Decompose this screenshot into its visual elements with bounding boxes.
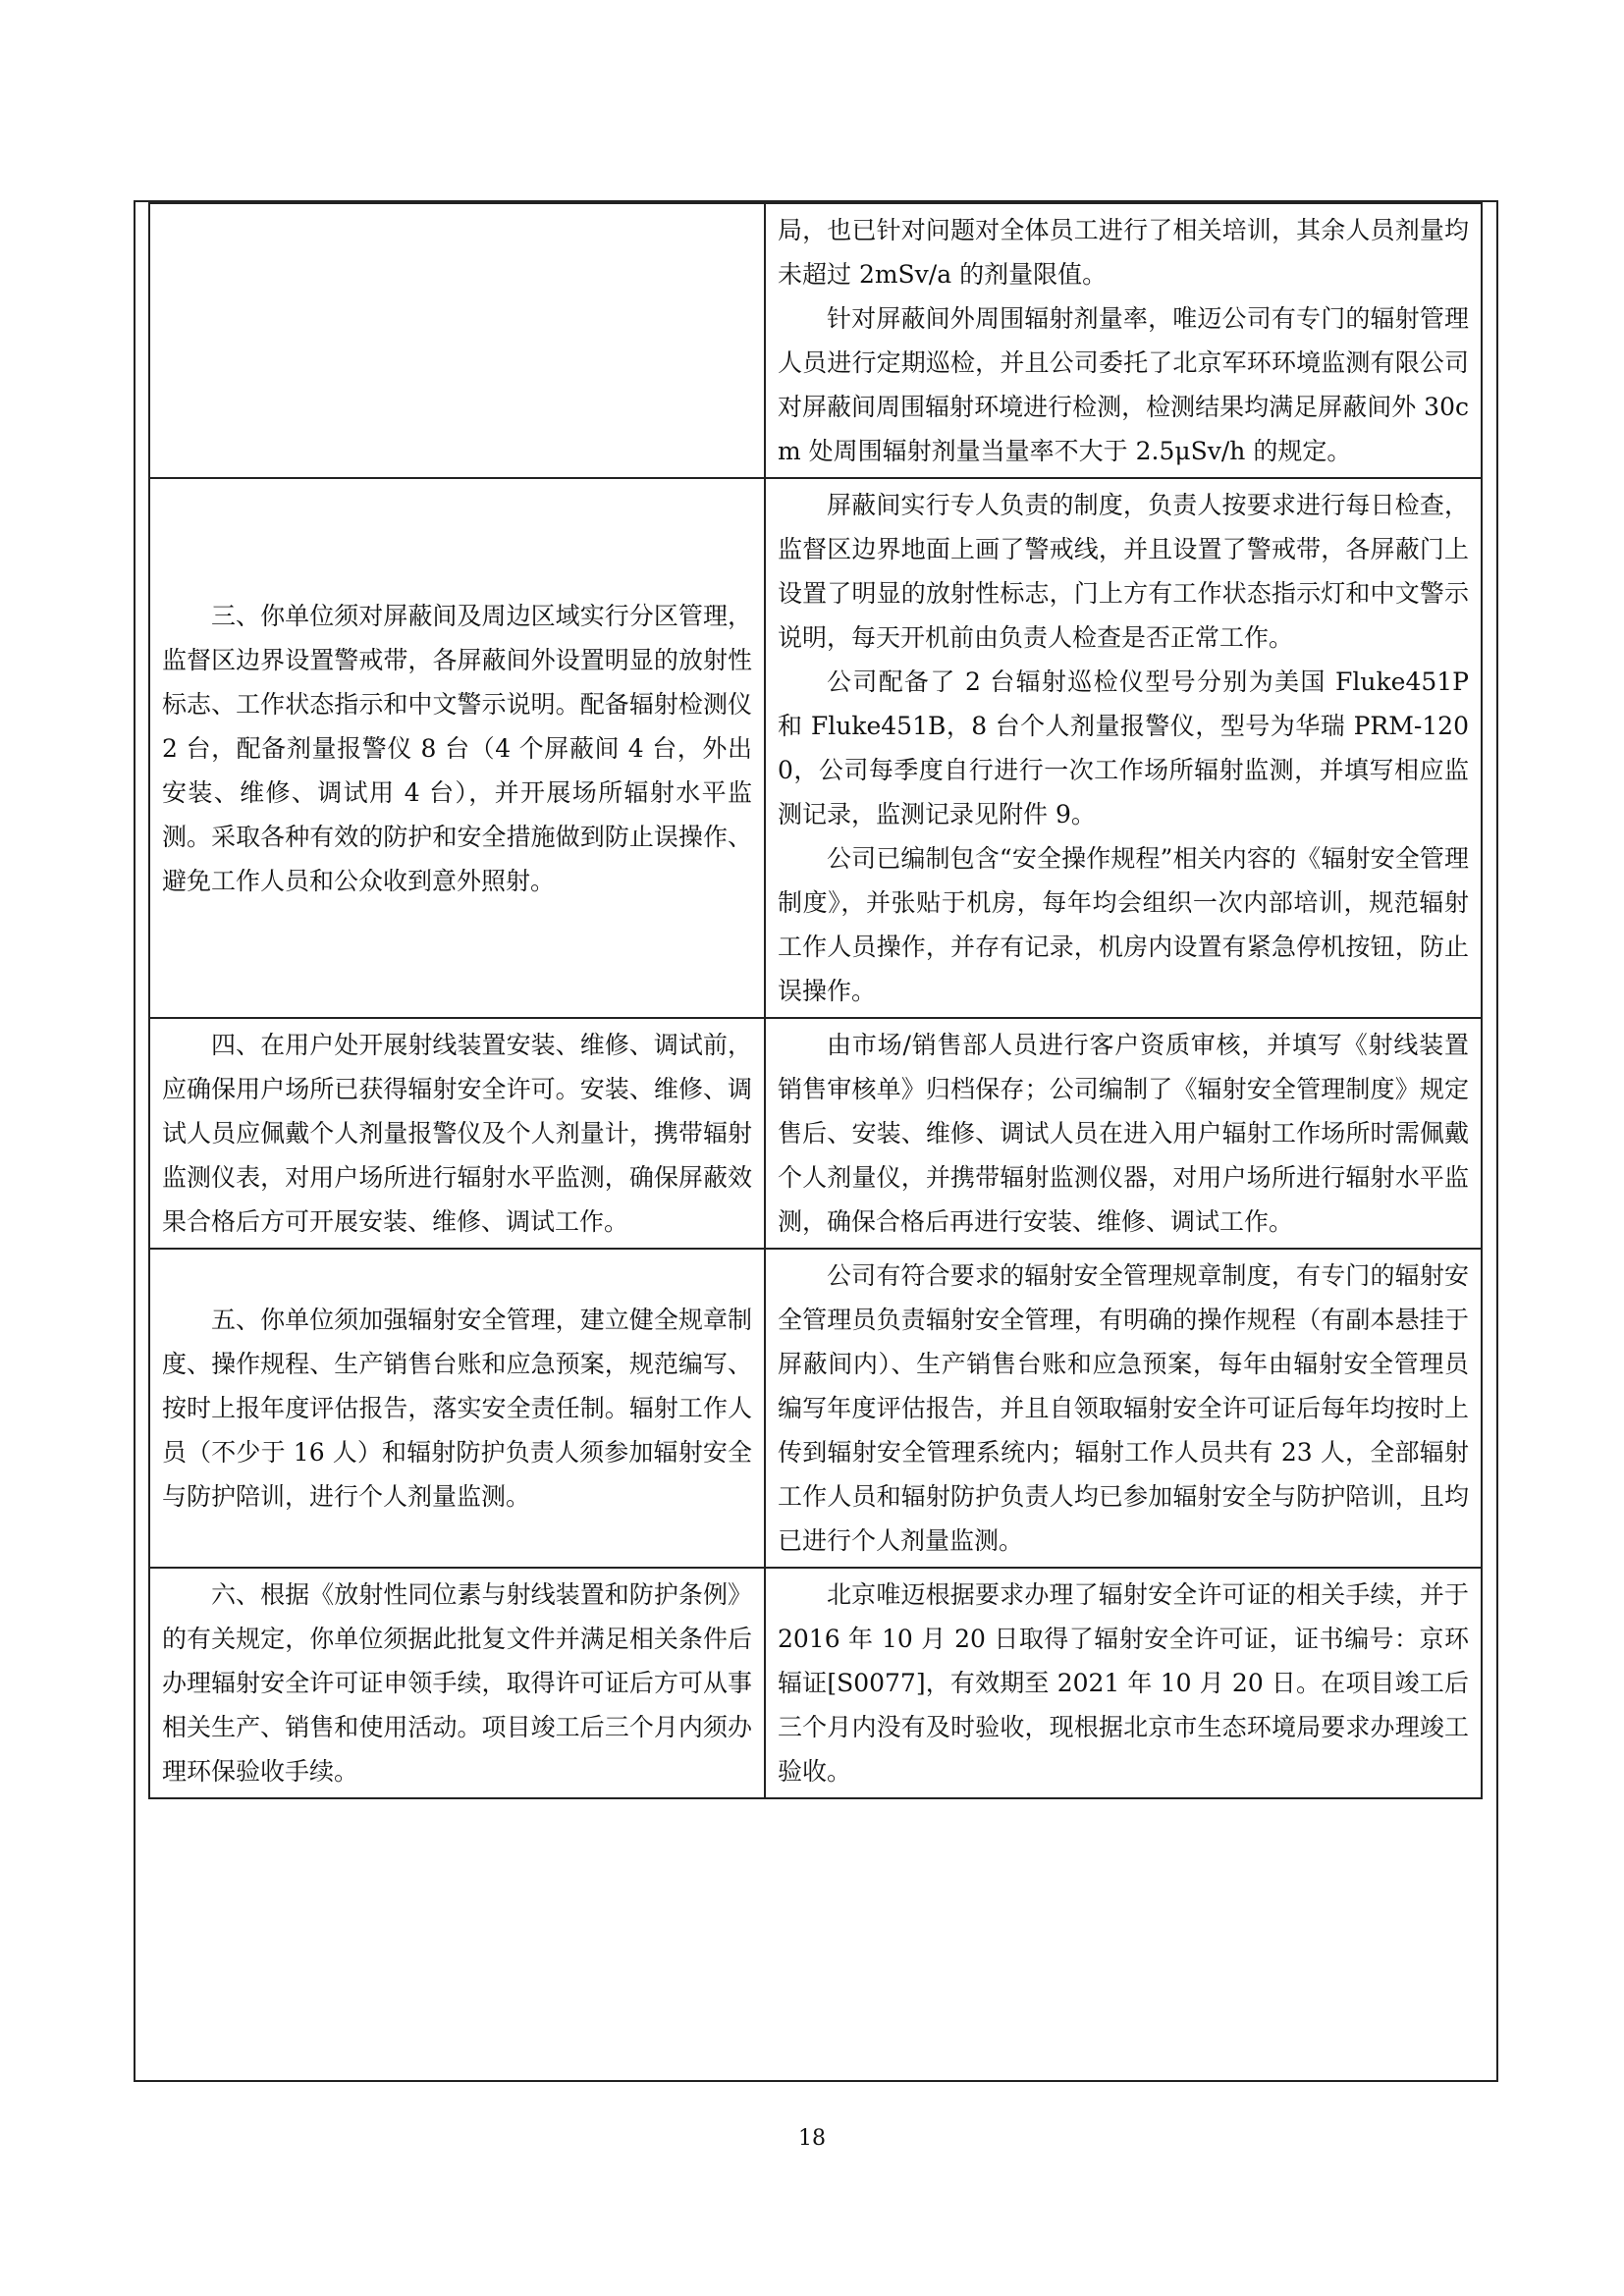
implementation-paragraph: 屏蔽间实行专人负责的制度，负责人按要求进行每日检查，监督区边界地面上画了警戒线，并且设置了警戒带，各屏蔽门上设置了明显的放射性标志，门上方有工作状态指示灯和中文警示说明，每天开机前由负责人检查是否正常工作。	[778, 491, 1469, 652]
requirement-paragraph: 五、你单位须加强辐射安全管理，建立健全规章制度、操作规程、生产销售台账和应急预案，规范编写、按时上报年度评估报告，落实安全责任制。辐射工作人员（不少于 16 人）和辐射防护负责人须参加辐射安全与防护陪训，进行个人剂量监测。	[162, 1306, 752, 1511]
implementation-paragraph: 公司有符合要求的辐射安全管理规章制度，有专门的辐射安全管理员负责辐射安全管理，有明确的操作规程（有副本悬挂于屏蔽间内）、生产销售台账和应急预案，每年由辐射安全管理员编写年度评估报告，并且自领取辐射安全许可证后每年均按时上传到辐射安全管理系统内；辐射工作人员共有 23 人，全部辐射工作人员和辐射防护负责人均已参加辐射安全与防护陪训，且均已进行个人剂量监测。	[778, 1261, 1469, 1555]
table-row	[149, 1249, 1482, 1568]
table-row	[149, 1568, 1482, 1798]
implementation-paragraph: 公司配备了 2 台辐射巡检仪型号分别为美国 Fluke451P 和 Fluke451B，8 台个人剂量报警仪，型号为华瑞 PRM-1200，公司每季度自行进行一次工作场所辐射监测，并填写相应监测记录，监测记录见附件 9。	[778, 667, 1469, 828]
implementation-cell	[765, 1018, 1482, 1249]
requirement-cell	[149, 203, 765, 478]
implementation-cell	[765, 1568, 1482, 1798]
implementation-paragraph: 北京唯迈根据要求办理了辐射安全许可证的相关手续，并于 2016 年 10 月 20 日取得了辐射安全许可证，证书编号：京环辐证[S0077]，有效期至 2021 年 10 月 20 日。在项目竣工后三个月内没有及时验收，现根据北京市生态环境局要求办理竣工验收。	[778, 1580, 1469, 1786]
requirement-cell	[149, 1249, 765, 1568]
implementation-cell	[765, 478, 1482, 1018]
implementation-paragraph: 针对屏蔽间外周围辐射剂量率，唯迈公司有专门的辐射管理人员进行定期巡检，并且公司委托了北京军环环境监测有限公司对屏蔽间周围辐射环境进行检测，检测结果均满足屏蔽间外 30cm 处周围辐射剂量当量率不大于 2.5μSv/h 的规定。	[778, 304, 1469, 465]
requirements-table	[148, 202, 1483, 1799]
requirement-cell	[149, 1018, 765, 1249]
requirement-cell	[149, 1568, 765, 1798]
table-row	[149, 478, 1482, 1018]
requirement-paragraph: 六、根据《放射性同位素与射线装置和防护条例》的有关规定，你单位须据此批复文件并满足相关条件后办理辐射安全许可证申领手续，取得许可证后方可从事相关生产、销售和使用活动。项目竣工后三个月内须办理环保验收手续。	[162, 1580, 752, 1786]
implementation-paragraph: 由市场/销售部人员进行客户资质审核，并填写《射线装置销售审核单》归档保存；公司编制了《辐射安全管理制度》规定售后、安装、维修、调试人员在进入用户辐射工作场所时需佩戴个人剂量仪，并携带辐射监测仪器，对用户场所进行辐射水平监测，确保合格后再进行安装、维修、调试工作。	[778, 1031, 1469, 1236]
page-frame	[134, 200, 1498, 2082]
implementation-paragraph: 局，也已针对问题对全体员工进行了相关培训，其余人员剂量均未超过 2mSv/a 的剂量限值。	[778, 216, 1469, 289]
table-body	[149, 203, 1482, 1798]
table-row	[149, 1018, 1482, 1249]
requirement-paragraph: 四、在用户处开展射线装置安装、维修、调试前，应确保用户场所已获得辐射安全许可。安装、维修、调试人员应佩戴个人剂量报警仪及个人剂量计，携带辐射监测仪表，对用户场所进行辐射水平监测，确保屏蔽效果合格后方可开展安装、维修、调试工作。	[162, 1031, 752, 1236]
requirement-cell	[149, 478, 765, 1018]
implementation-cell	[765, 203, 1482, 478]
implementation-cell	[765, 1249, 1482, 1568]
page-number: 18	[798, 2126, 826, 2151]
implementation-paragraph: 公司已编制包含“安全操作规程”相关内容的《辐射安全管理制度》，并张贴于机房，每年均会组织一次内部培训，规范辐射工作人员操作，并存有记录，机房内设置有紧急停机按钮，防止误操作。	[778, 844, 1469, 1005]
table-row	[149, 203, 1482, 478]
requirement-paragraph: 三、你单位须对屏蔽间及周边区域实行分区管理，监督区边界设置警戒带，各屏蔽间外设置明显的放射性标志、工作状态指示和中文警示说明。配备辐射检测仪 2 台，配备剂量报警仪 8 台（4 个屏蔽间 4 台，外出安装、维修、调试用 4 台），并开展场所辐射水平监测。采取各种有效的防护和安全措施做到防止误操作、避免工作人员和公众收到意外照射。	[162, 601, 752, 895]
